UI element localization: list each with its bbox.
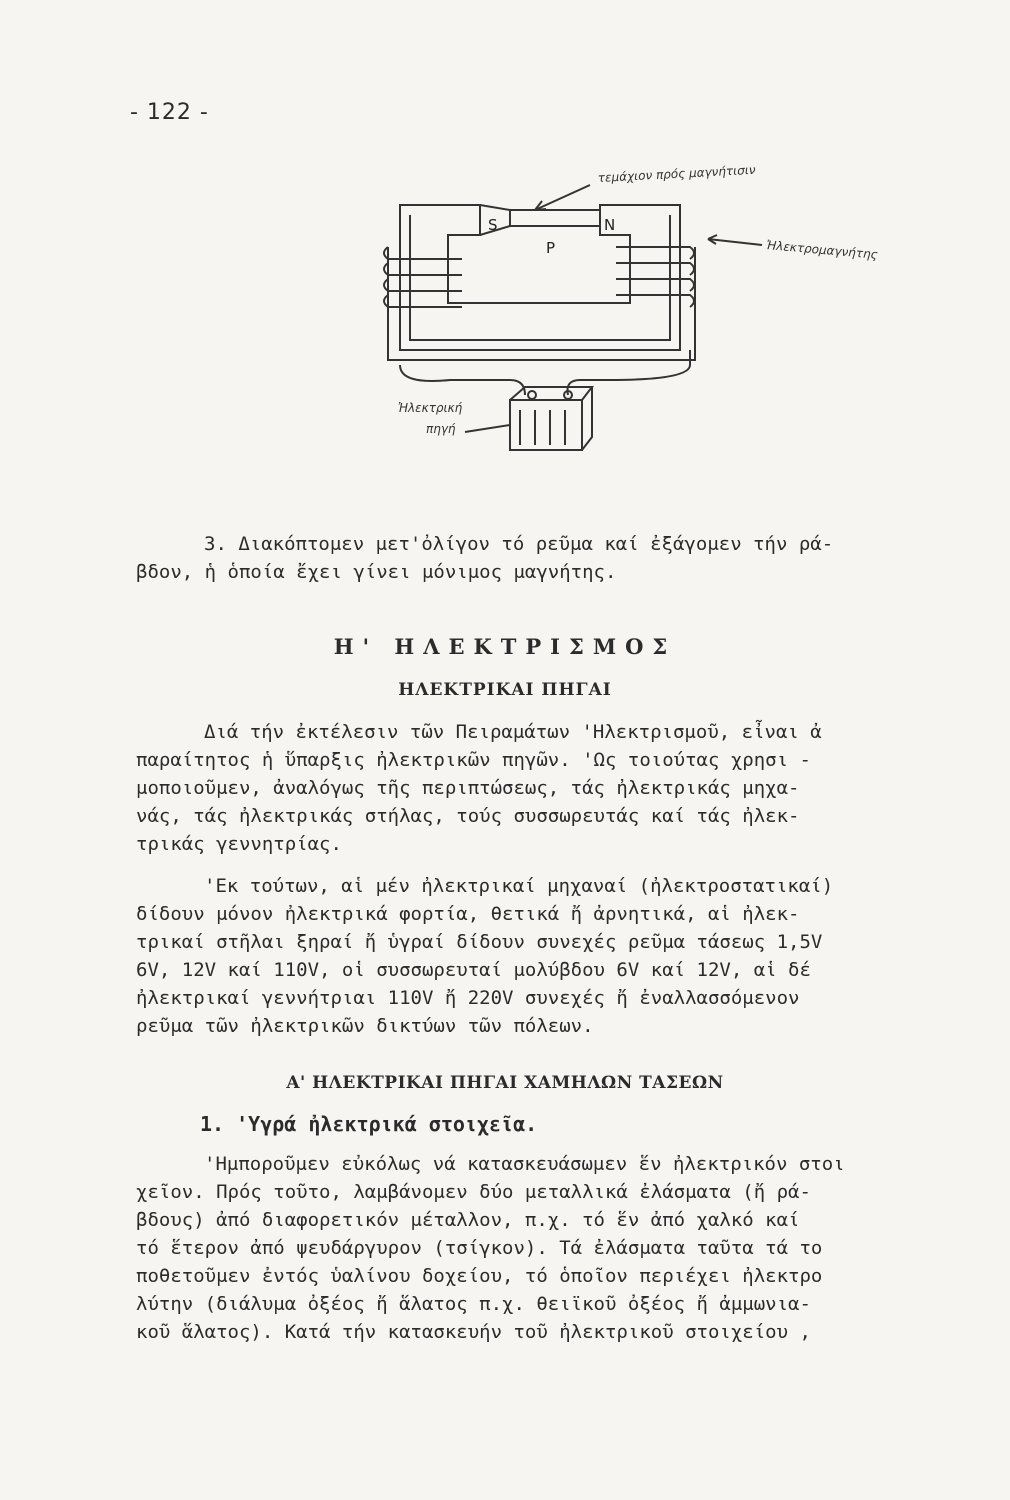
electromagnet-label: Ἠλεκτρομαγνήτης [765, 238, 879, 262]
text-line: νάς, τάς ἠλεκτρικάς στήλας, τούς συσσωρευτάς καί τάς ἠλεκ- [136, 805, 800, 827]
text-line: τρικάς γεννητρίας. [136, 833, 342, 855]
paragraph-step3 [136, 530, 956, 586]
wire-left [388, 335, 525, 395]
text-line: τρικαί στῆλαι ξηραί ἤ ὑγραί δίδουν συνεχές ρεῦμα τάσεως 1,5V [136, 931, 823, 953]
text-line: τό ἕτερον ἀπό ψευδάργυρον (τσίγκον). Τά ἐλάσματα ταῦτα τά το [136, 1237, 823, 1259]
source-label-line1: Ἠλεκτρική [398, 401, 463, 415]
text-line: λύτην (διάλυμα ὀξέος ἤ ἅλατος π.χ. θειϊκοῦ ὀξέος ἤ ἀμμωνια- [136, 1293, 811, 1315]
source-label-line2: πηγή [426, 422, 456, 436]
arrow-electromagnet [708, 239, 762, 245]
pole-s-label: S [488, 216, 498, 234]
left-coil [384, 247, 462, 307]
text-line: μοποιοῦμεν, ἀναλόγως τῆς περιπτώσεως, τάς ἠλεκτρικάς μηχα- [136, 777, 800, 799]
chapter-heading: Η' ΗΛΕΚΤΡΙΣΜΟΣ [333, 634, 677, 659]
paragraph-types [136, 872, 956, 1040]
text-line: 3. Διακόπτομεν μετ'ὀλίγον τό ρεῦμα καί ἐξάγομεν τήν ρά- [204, 533, 834, 555]
text-line: ἠλεκτρικαί γεννήτριαι 110V ἤ 220V συνεχές ἤ ἐναλλασσόμενον [136, 987, 800, 1009]
arrow-source [465, 425, 510, 432]
sources-heading: ΗΛΕΚΤΡΙΚΑΙ ΠΗΓΑΙ [398, 680, 612, 700]
wire-right [568, 350, 691, 395]
wet-cells-heading: 1. 'Υγρά ἠλεκτρικά στοιχεῖα. [200, 1112, 538, 1136]
electromagnet-diagram [370, 155, 930, 485]
low-voltage-heading: Α' ΗΛΕΚΤΡΙΚΑΙ ΠΗΓΑΙ ΧΑΜΗΛΩΝ ΤΑΣΕΩΝ [286, 1073, 724, 1093]
text-line: βδους) ἀπό διαφορετικόν μέταλλον, π.χ. τό ἕν ἀπό χαλκό καί [136, 1209, 800, 1231]
rod-piece [510, 210, 600, 226]
text-line: χεῖον. Πρός τοῦτο, λαμβάνομεν δύο μεταλλικά ἐλάσματα (ἤ ρά- [136, 1181, 811, 1203]
text-line: παραίτητος ἡ ὕπαρξις ἠλεκτρικῶν πηγῶν. 'Ως τοιούτας χρησι - [136, 749, 811, 771]
text-line: δίδουν μόνον ἠλεκτρικά φορτία, θετικά ἤ ἀρνητικά, αἱ ἠλεκ- [136, 903, 800, 925]
right-coil [616, 247, 694, 307]
text-line: ποθετοῦμεν ἐντός ὑαλίνου δοχείου, τό ὁποῖον περιέχει ἠλεκτρο [136, 1265, 823, 1287]
text-line: 6V, 12V καί 110V, οἱ συσσωρευταί μολύβδου 6V καί 12V, αἱ δέ [136, 959, 811, 981]
text-line: ρεῦμα τῶν ἠλεκτρικῶν δικτύων τῶν πόλεων. [136, 1015, 594, 1037]
paragraph-cells [136, 1150, 956, 1346]
arrow-piece [535, 185, 590, 210]
page-number: - 122 - [130, 100, 209, 125]
pole-n-label: N [604, 216, 616, 234]
rod-p-label: P [546, 239, 556, 257]
paragraph-intro [136, 718, 956, 858]
text-line: 'Εκ τούτων, αἱ μέν ἠλεκτρικαί μηχαναί (ἠλεκτροστατικαί) [204, 875, 834, 897]
text-line: βδον, ἡ ὁποία ἔχει γίνει μόνιμος μαγνήτης. [136, 561, 617, 583]
electromagnet-figure [370, 155, 930, 485]
text-line: κοῦ ἅλατος). Κατά τήν κατασκευήν τοῦ ἠλεκτρικοῦ στοιχείου , [136, 1321, 811, 1343]
piece-label: τεμάχιον πρός μαγνήτισιν [597, 162, 756, 185]
text-line: Διά τήν ἐκτέλεσιν τῶν Πειραμάτων 'Ηλεκτρισμοῦ, εἶναι ἀ [204, 721, 822, 743]
text-line: 'Ημποροῦμεν εὐκόλως νά κατασκευάσωμεν ἕν ἠλεκτρικόν στοι [204, 1153, 845, 1175]
